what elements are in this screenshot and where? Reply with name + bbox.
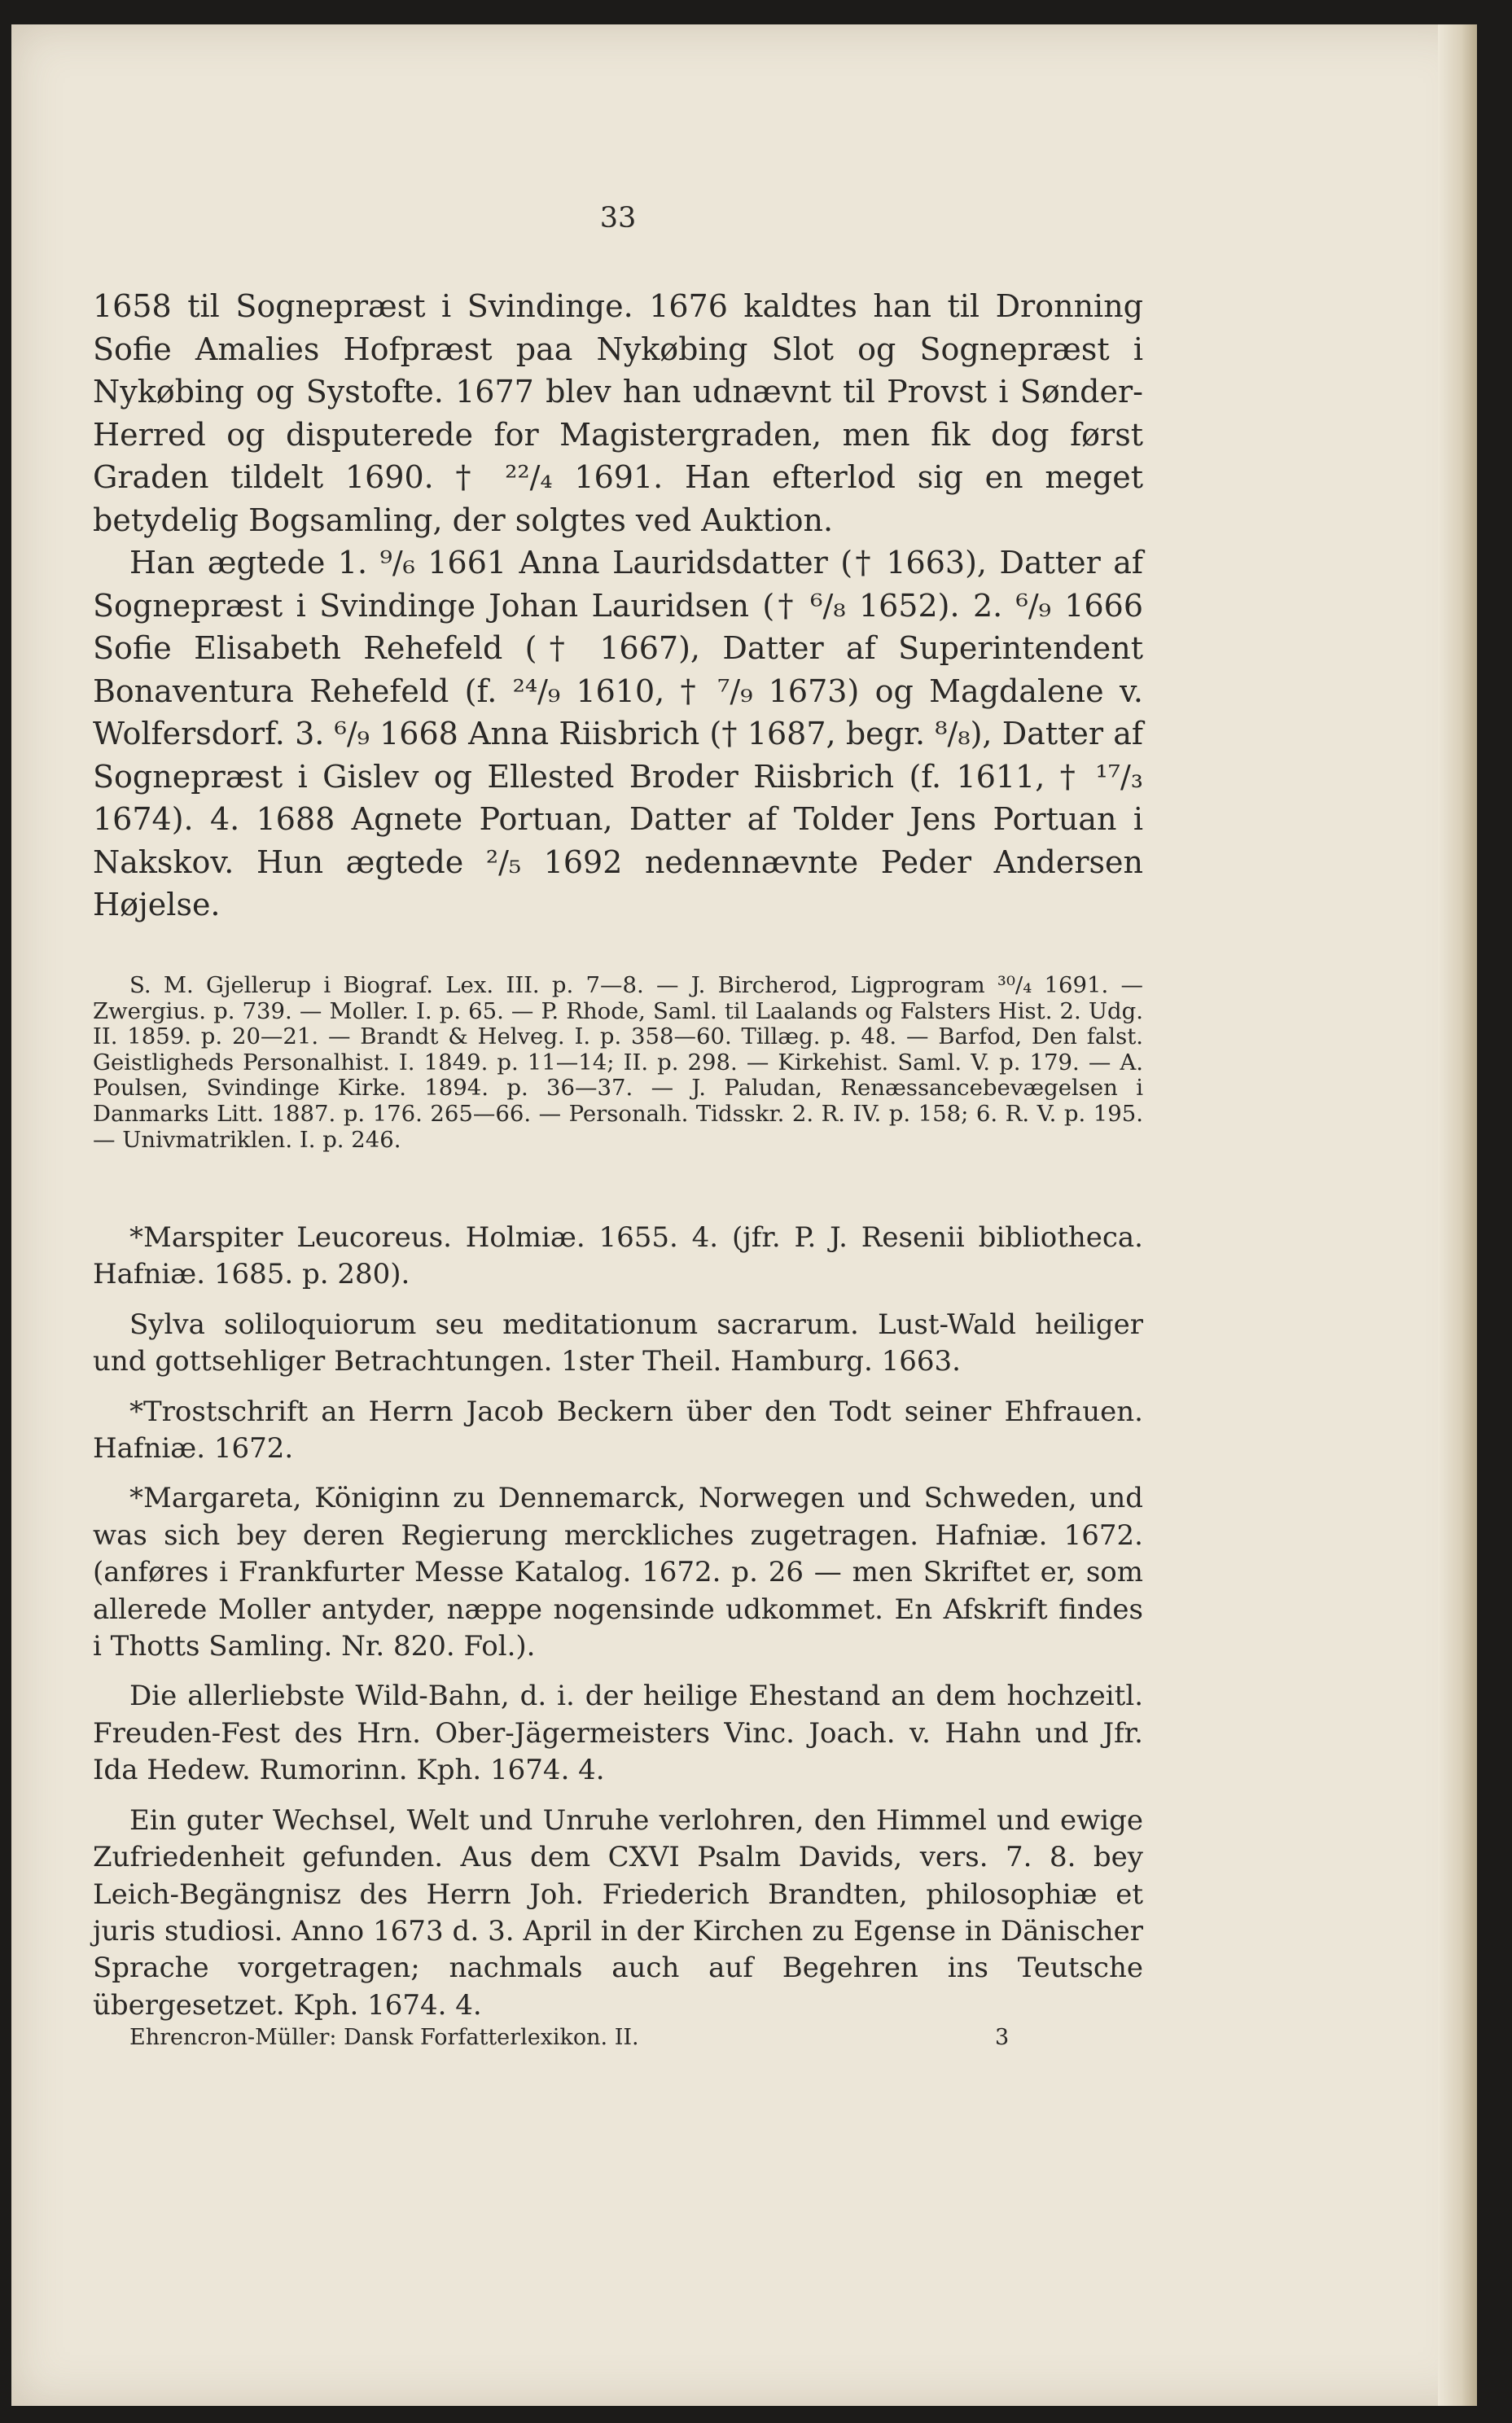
footer-sheet-number: 3 [995, 2025, 1010, 2050]
work-entry: Sylva soliloquiorum seu meditationum sacrarum. Lust-Wald heiliger und gottsehliger Betrachtungen. 1ster Theil. Hamburg. 1663. [93, 1308, 1143, 1378]
works-list [93, 1220, 1143, 2037]
work-entry: *Trostschrift an Herrn Jacob Beckern über den Todt seiner Ehfrauen. Hafniæ. 1672. [93, 1395, 1143, 1466]
work-entry: *Marspiter Leucoreus. Holmiæ. 1655. 4. (jfr. P. J. Resenii bibliotheca. Hafniæ. 1685. p. 280). [93, 1221, 1143, 1291]
sources-section [93, 973, 1143, 1153]
work-entry: *Margareta, Königinn zu Dennemarck, Norwegen und Schweden, und was sich bey deren Regierung merckliches zugetragen. Hafniæ. 1672. (anføres i Frankfurter Messe Katalog. 1672. p. 26 — men Skriftet er, som allerede Moller antyder, næppe nogensinde udkommet. En Afskrift findes i Thotts Samling. Nr. 820. Fol.). [93, 1482, 1143, 1663]
page-number: 33 [599, 202, 637, 234]
book-page [11, 24, 1477, 2406]
work-entry: Ein guter Wechsel, Welt und Unruhe verlohren, den Himmel und ewige Zufriedenheit gefunden. Aus dem CXVI Psalm Davids, vers. 7. 8. bey Leich-Begängnisz des Herrn Joh. Friederich Brandten, philosophiæ et juris studiosi. Anno 1673 d. 3. April in der Kirchen zu Egense in Dänischer Sprache vorgetragen; nachmals auch auf Begehren ins Teutsche übergesetzet. Kph. 1674. 4. [93, 1803, 1143, 2022]
biography-paragraph: Han ægtede 1. ⁹/₆ 1661 Anna Lauridsdatter († 1663), Datter af Sognepræst i Svindinge Johan Lauridsen († ⁶/₈ 1652). 2. ⁶/₉ 1666 Sofie Elisabeth Rehefeld († 1667), Datter af Superintendent Bonaventura Rehefeld (f. ²⁴/₉ 1610, † ⁷/₉ 1673) og Magdalene v. Wolfersdorf. 3. ⁶/₉ 1668 Anna Riisbrich († 1687, begr. ⁸/₈), Datter af Sognepræst i Gislev og Ellested Broder Riisbrich (f. 1611, † ¹⁷/₃ 1674). 4. 1688 Agnete Portuan, Datter af Tolder Jens Portuan i Nakskov. Hun ægtede ²/₅ 1692 nedennævnte Peder Andersen Højelse. [93, 545, 1143, 922]
biography-paragraph: 1658 til Sognepræst i Svindinge. 1676 kaldtes han til Dronning Sofie Amalies Hofpræst paa Nykøbing Slot og Sognepræst i Nykøbing og Systofte. 1677 blev han udnævnt til Provst i Sønder-Herred og disputerede for Magistergraden, men fik dog først Graden tildelt 1690. † ²²/₄ 1691. Han efterlod sig en meget betydelig Bogsamling, der solgtes ved Auktion. [93, 288, 1143, 538]
page-edge [1438, 24, 1477, 2406]
work-entry: Die allerliebste Wild-Bahn, d. i. der heilige Ehestand an dem hochzeitl. Freuden-Fest des Hrn. Ober-Jägermeisters Vinc. Joach. v. Hahn und Jfr. Ida Hedew. Rumorinn. Kph. 1674. 4. [93, 1680, 1143, 1787]
sources-paragraph: S. M. Gjellerup i Biograf. Lex. III. p. 7—8. — J. Bircherod, Ligprogram ³⁰/₄ 1691. — Zwergius. p. 739. — Moller. I. p. 65. — P. Rhode, Saml. til Laalands og Falsters Hist. 2. Udg. II. 1859. p. 20—21. — Brandt & Helveg. I. p. 358—60. Tillæg. p. 48. — Barfod, Den falst. Geistligheds Personalhist. I. 1849. p. 11—14; II. p. 298. — Kirkehist. Saml. V. p. 179. — A. Poulsen, Svindinge Kirke. 1894. p. 36—37. — J. Paludan, Renæssancebevægelsen i Danmarks Litt. 1887. p. 176. 265—66. — Personalh. Tidsskr. 2. R. IV. p. 158; 6. R. V. p. 195. — Univmatriklen. I. p. 246. [93, 972, 1143, 1153]
biography-section [93, 285, 1143, 927]
footer-signature: Ehrencron-Müller: Dansk Forfatterlexikon. II. [129, 2025, 639, 2050]
